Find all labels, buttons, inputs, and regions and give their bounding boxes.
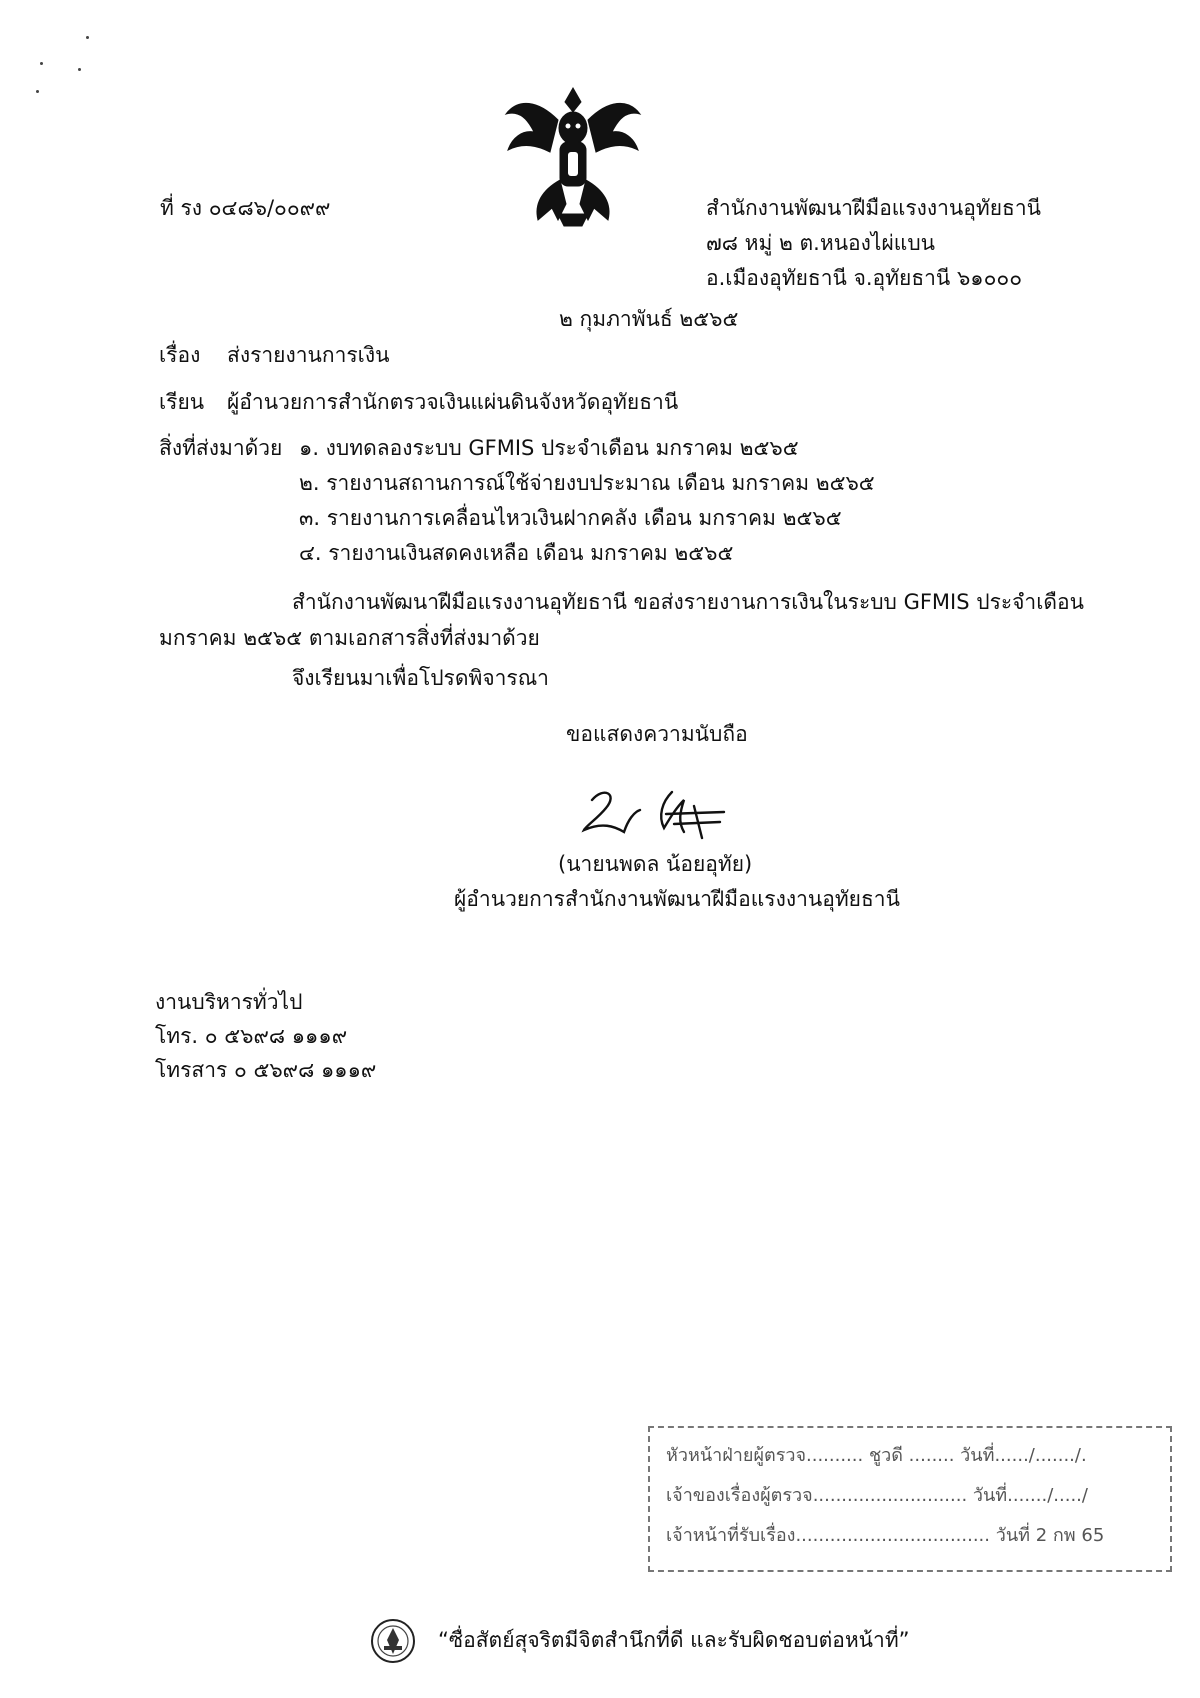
sender-address-line2: ๗๘ หมู่ ๒ ต.หนองไผ่แบน (706, 231, 936, 255)
stamp-row-owner: เจ้าของเรื่องผู้ตรวจ........................... วันที่......./...../ (666, 1485, 1088, 1506)
reference-number: ที่ รง ๐๔๘๖/๐๐๙๙ (160, 196, 331, 220)
department-name: งานบริหารทั่วไป (155, 990, 303, 1014)
handwritten-signature (574, 782, 744, 842)
scan-speck (36, 90, 39, 93)
scan-speck (86, 36, 89, 39)
closing-request: จึงเรียนมาเพื่อโปรดพิจารณา (292, 666, 549, 690)
scan-speck (78, 68, 81, 71)
telephone-number: โทร. ๐ ๕๖๙๘ ๑๑๑๙ (155, 1024, 348, 1048)
garuda-emblem-icon (498, 80, 648, 230)
scan-speck (40, 62, 43, 65)
body-paragraph-line2: มกราคม ๒๕๖๕ ตามเอกสารสิ่งที่ส่งมาด้วย (159, 626, 540, 650)
recipient-label: เรียน (159, 390, 205, 414)
enclosures-label: สิ่งที่ส่งมาด้วย (159, 436, 283, 460)
stamp-row-receiver: เจ้าหน้าที่รับเรื่อง.................................. วันที่ 2 กพ 65 (666, 1525, 1105, 1546)
closing-salutation: ขอแสดงความนับถือ (566, 722, 748, 746)
letter-date: ๒ กุมภาพันธ์ ๒๕๖๕ (559, 307, 739, 331)
signer-name: (นายนพดล น้อยอุทัย) (558, 852, 753, 876)
enclosure-item: ๑. งบทดลองระบบ GFMIS ประจำเดือน มกราคม ๒๕๖๕ (299, 436, 799, 460)
enclosure-item: ๓. รายงานการเคลื่อนไหวเงินฝากคลัง เดือน มกราคม ๒๕๖๕ (299, 506, 842, 530)
fax-number: โทรสาร ๐ ๕๖๙๘ ๑๑๑๙ (155, 1058, 377, 1082)
enclosure-item: ๒. รายงานสถานการณ์ใช้จ่ายงบประมาณ เดือน มกราคม ๒๕๖๕ (299, 471, 875, 495)
office-motto: “ซื่อสัตย์สุจริตมีจิตสำนึกที่ดี และรับผิดชอบต่อหน้าที่” (438, 1628, 910, 1652)
received-stamp-box (648, 1426, 1172, 1572)
signer-title: ผู้อำนวยการสำนักงานพัฒนาฝีมือแรงงานอุทัยธานี (454, 887, 900, 911)
stamp-row-reviewer: หัวหน้าฝ่ายผู้ตรวจ.......... ชูวดี ........ วันที่....../......./. (666, 1445, 1087, 1466)
recipient-text: ผู้อำนวยการสำนักตรวจเงินแผ่นดินจังหวัดอุทัยธานี (227, 390, 679, 414)
sender-address-line1: สำนักงานพัฒนาฝีมือแรงงานอุทัยธานี (706, 196, 1041, 220)
subject-text: ส่งรายงานการเงิน (227, 343, 390, 367)
subject-label: เรื่อง (159, 343, 201, 367)
enclosure-item: ๔. รายงานเงินสดคงเหลือ เดือน มกราคม ๒๕๖๕ (299, 541, 734, 565)
office-seal-icon (370, 1616, 416, 1666)
body-paragraph-line1: สำนักงานพัฒนาฝีมือแรงงานอุทัยธานี ขอส่งรายงานการเงินในระบบ GFMIS ประจำเดือน (292, 590, 1085, 614)
sender-address-line3: อ.เมืองอุทัยธานี จ.อุทัยธานี ๖๑๐๐๐ (706, 266, 1023, 290)
